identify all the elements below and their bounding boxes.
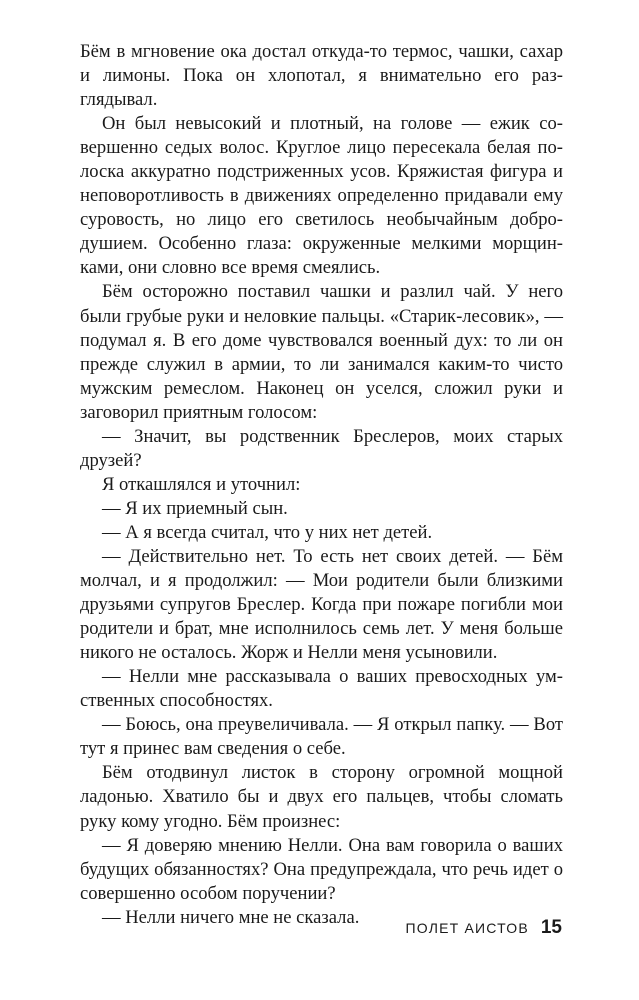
- paragraph: — А я всегда считал, что у них нет детей.: [102, 521, 433, 543]
- paragraph: — Нелли ничего мне не сказала.: [102, 906, 360, 928]
- page-number: 15: [540, 917, 562, 938]
- paragraph: — Я их приемный сын.: [102, 497, 288, 519]
- paragraph: Бём отодвинул листок в сторону огромной мощной ладонью. Хватило бы и двух его пальцев, чтобы сломать руку кому угодно. Бём произнес:: [80, 762, 563, 832]
- paragraph: Бём осторожно поставил чашки и разлил чай. У него были грубые руки и неловкие пальцы. «Старик-лесовик», — подумал я. В его доме чувствовался военный дух: то ли он прежде служил в армии, то ли занимался каким-то чисто мужским ремеслом. Наконец он уселся, сложил руки и заговорил приятным голосом:: [80, 281, 563, 423]
- page-body: [80, 40, 563, 930]
- paragraph: Я откашлялся и уточнил:: [102, 473, 301, 495]
- paragraph: Он был невысокий и плотный, на голове — ежик совершенно седых волос. Круглое лицо пересекала белая полоска аккуратно подстриженных усов. Кряжистая фигура и неповоротливость в движениях определенно придавали ему суровость, но лицо его светилось необычайным добродушием. Особенно глаза: окруженные мелкими морщинками, они словно все время смеялись.: [80, 113, 563, 279]
- paragraph: — Я доверяю мнению Нелли. Она вам говорила о ваших будущих обязанностях? Она предупреждала, что речь идет о совершенно особом поручении?: [80, 834, 563, 904]
- paragraph: — Действительно нет. То есть нет своих детей. — Бём молчал, и я продолжил: — Мои родители были близкими друзьями супругов Бреслер. Когда при пожаре погибли мои родители и брат, мне исполнилось семь лет. У меня больше никого не осталось. Жорж и Нелли меня усыновили.: [80, 545, 563, 664]
- paragraph: Бём в мгновение ока достал откуда-то термос, чашки, сахар и лимоны. Пока он хлопотал, я внимательно его разглядывал.: [80, 41, 563, 111]
- paragraph: — Нелли мне рассказывала о ваших превосходных умственных способностях.: [80, 666, 563, 712]
- page-footer: [406, 917, 563, 939]
- paragraph: — Боюсь, она преувеличивала. — Я открыл папку. — Вот тут я принес вам сведения о себе.: [80, 714, 563, 760]
- running-title: ПОЛЕТ АИСТОВ: [405, 920, 529, 936]
- paragraph: — Значит, вы родственник Бреслеров, моих старых друзей?: [80, 425, 563, 471]
